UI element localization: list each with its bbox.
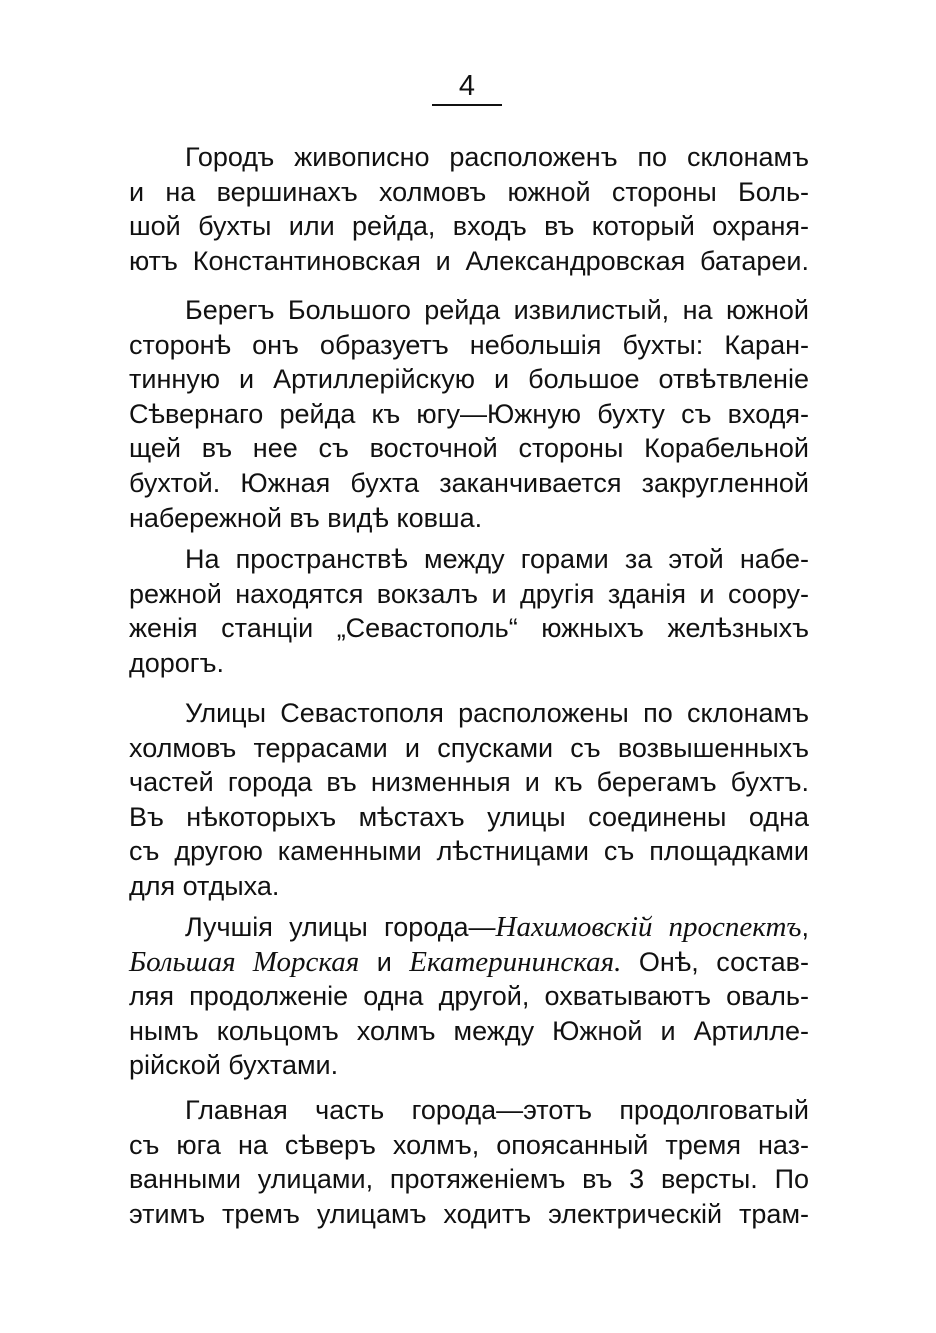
paragraph-4 [129, 696, 809, 904]
text-line: этимъ тремъ улицамъ ходитъ электрическiй трам- [129, 1198, 809, 1229]
paragraph-2 [129, 293, 809, 535]
text-line: дорогъ. [129, 647, 225, 678]
paragraph-1 [129, 140, 809, 278]
street-name-ekaterininskaya: Екатерининская. [409, 945, 622, 978]
text-line: частей города въ низменныя и къ берегамъ бухтъ. [129, 767, 809, 798]
text-line: съ юга на сѣверъ холмъ, опоясанный тремя наз- [129, 1129, 809, 1160]
street-name-bolshaya-morskaya: Большая Морская [129, 945, 360, 978]
paragraph-6 [129, 1093, 809, 1231]
text-line: Берегъ Большого рейда извилистый, на южной [185, 295, 809, 325]
text-line [129, 945, 809, 980]
text-line: женiя станцiи „Севастополь“ южныхъ желѣзныхъ [129, 613, 809, 644]
street-name-nakhimovsky: Нахимовскiй проспектъ [495, 911, 802, 943]
text-line [129, 910, 809, 945]
text-line: Въ нѣкоторыхъ мѣстахъ улицы соединены одна [129, 801, 809, 832]
text-line: холмовъ террасами и спусками съ возвышенныхъ [129, 732, 809, 763]
text-line: шой бухты или рейда, входъ въ который охраня- [129, 211, 809, 242]
page-number-rule [432, 104, 502, 106]
text-line: Сѣвернаго рейда къ югу—Южную бухту съ входя- [129, 398, 809, 429]
text-line: режной находятся вокзалъ и другiя зданiя и соору- [129, 578, 809, 609]
text-run: и [359, 946, 410, 977]
text-line: Главная часть города—этотъ продолговатый [185, 1095, 809, 1125]
text-line: щей въ нее съ восточной стороны Корабельной [129, 433, 809, 464]
text-line: съ другою каменными лѣстницами съ площадками [129, 836, 809, 867]
text-run: Лучшiя улицы города— [185, 912, 496, 942]
paragraph-3 [129, 542, 809, 680]
text-line: ютъ Константиновская и Александровская батареи. [129, 245, 809, 276]
page-number: 4 [458, 70, 476, 102]
text-line: Улицы Севастополя расположены по склонамъ [185, 698, 809, 728]
text-line: рiйской бухтами. [129, 1050, 339, 1081]
text-run: Онѣ, состав- [621, 946, 809, 977]
text-line: нымъ кольцомъ холмъ между Южной и Артилле- [129, 1015, 809, 1046]
text-line: для отдыха. [129, 870, 280, 901]
paragraph-5 [129, 910, 809, 1083]
text-line: ляя продолженiе одна другой, охватываютъ оваль- [129, 981, 809, 1012]
text-line: На пространствѣ между горами за этой набе- [185, 544, 809, 574]
text-run: , [801, 912, 809, 942]
text-line: набережной въ видѣ ковша. [129, 502, 483, 533]
text-line: и на вершинахъ холмовъ южной стороны Боль- [129, 176, 809, 207]
text-line: тинную и Артиллерiйскую и большое отвѣтвленiе [129, 364, 809, 395]
text-line: Городъ живописно расположенъ по склонамъ [185, 142, 809, 172]
text-line: бухтой. Южная бухта заканчивается закругленной [129, 467, 809, 498]
text-line: сторонѣ онъ образуетъ небольшiя бухты: Каран- [129, 329, 809, 360]
text-line: ванными улицами, протяженiемъ въ 3 версты. По [129, 1164, 809, 1195]
